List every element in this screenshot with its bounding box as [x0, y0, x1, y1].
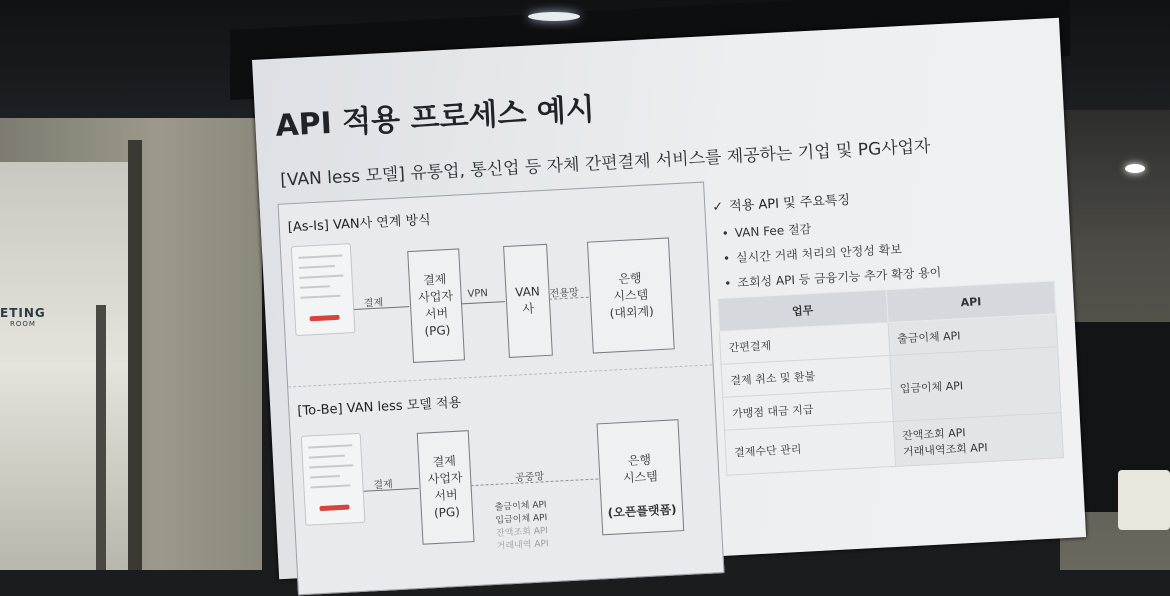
api-item-faint: 거래내역 API	[496, 539, 549, 552]
api-line: 거래내역조회 API	[902, 441, 988, 459]
to-be-label: [To-Be] VAN less 모델 적용	[297, 395, 462, 420]
slide-title: API 적용 프로세스 예시	[274, 92, 596, 144]
api-item: 입금이체 API	[495, 513, 548, 526]
dedicated-line-label: 전용망	[549, 287, 579, 300]
bank-open-platform-node	[596, 419, 684, 535]
header-api: API	[886, 281, 1056, 323]
as-is-label: [As-Is] VAN사 연계 방식	[287, 212, 432, 236]
api-item: 출금이체 API	[494, 500, 547, 513]
task-cell: 결제수단 관리	[725, 421, 896, 475]
payment-screen-thumbnail	[301, 433, 366, 526]
feature-item: • VAN Fee 절감	[721, 207, 1053, 241]
tissue-box	[1118, 470, 1170, 530]
payment-screen-thumbnail	[291, 243, 356, 336]
room-sign-main: ETING	[0, 306, 46, 320]
pay-edge-label: 결제	[363, 297, 384, 310]
pay-edge-label: 결제	[373, 479, 394, 492]
process-diagram	[278, 182, 725, 596]
features-list	[721, 207, 1056, 291]
api-cell	[893, 413, 1063, 467]
api-item-faint: 잔액조회 API	[495, 526, 549, 539]
api-list-note	[494, 499, 549, 554]
pg-server-node: 결제 사업자 서버 (PG)	[407, 248, 465, 363]
header-task: 업무	[718, 290, 888, 332]
pg-server-node: 결제 사업자 서버 (PG)	[417, 430, 475, 545]
vpn-edge-label: VPN	[467, 287, 489, 301]
task-cell: 간편결제	[719, 323, 889, 365]
van-company-node: VAN 사	[503, 244, 553, 358]
spot-light	[1125, 164, 1145, 173]
task-cell: 결제 취소 및 환불	[721, 356, 891, 398]
door-frame	[128, 140, 142, 570]
api-table	[717, 280, 1064, 475]
feature-item: • 조회성 API 등 금융기능 추가 확장 용이	[724, 257, 1056, 291]
slide-subtitle: [VAN less 모델] 유통업, 통신업 등 자체 간편결제 서비스를 제공하는 기업 및 PG사업자	[279, 136, 931, 191]
api-cell: 출금이체 API	[888, 314, 1058, 356]
open-platform-label: (오픈플랫폼)	[607, 501, 677, 520]
api-cell: 입금이체 API	[890, 347, 1062, 422]
features-title-text: 적용 API 및 주요특징	[728, 192, 851, 215]
meeting-room-sign	[0, 306, 46, 328]
api-line: 잔액조회 API	[901, 426, 966, 443]
public-network-label: 공중망	[514, 471, 545, 484]
room-sign-sub: ROOM	[10, 320, 36, 328]
section-divider	[288, 364, 712, 387]
check-icon: ✓	[711, 199, 724, 216]
feature-item: • 실시간 거래 처리의 안정성 확보	[723, 232, 1055, 266]
task-cell: 가맹점 대금 지급	[723, 388, 893, 430]
bank-system-label: 은행 시스템	[622, 452, 659, 485]
ceiling-light	[528, 12, 580, 21]
bank-system-external-node: 은행 시스템 (대외계)	[587, 237, 675, 353]
projection-screen	[252, 18, 1086, 580]
glass-door	[0, 162, 128, 570]
door-handle	[96, 305, 106, 570]
features-panel	[712, 178, 1057, 300]
